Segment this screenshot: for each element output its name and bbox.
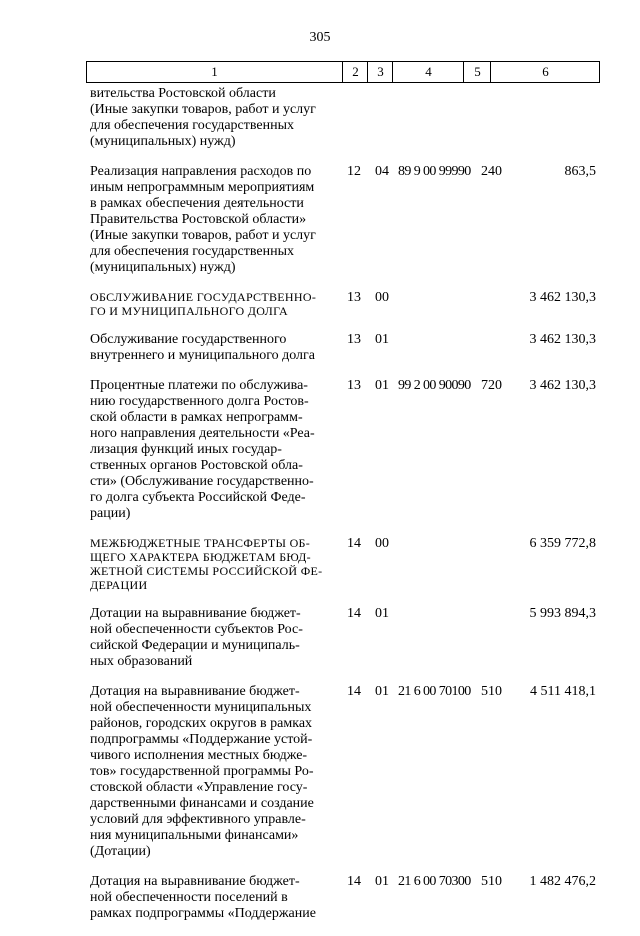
description-line: сти» (Обслуживание государственно- — [90, 474, 314, 489]
header-col-6: 6 — [490, 62, 600, 82]
table-body — [0, 86, 640, 936]
description-line: Дотация на выравнивание бюджет- — [90, 874, 300, 889]
row-description — [90, 606, 336, 670]
description-line: Дотация на выравнивание бюджет- — [90, 684, 300, 699]
description-line: ных образований — [90, 654, 193, 669]
target-article-code: 21 6 00 70100 — [398, 684, 471, 699]
subsection-code: 01 — [375, 606, 389, 621]
description-line: ДЕРАЦИИ — [90, 578, 148, 592]
header-col-1: 1 — [211, 64, 218, 79]
table-header — [86, 61, 600, 83]
header-col-5: 5 — [463, 62, 491, 82]
description-line: подпрограммы «Поддержание устой- — [90, 732, 313, 747]
target-article-code: 21 6 00 70300 — [398, 874, 471, 889]
sum-value: 1 482 476,2 — [529, 874, 596, 889]
description-line: ЖЕТНОЙ СИСТЕМЫ РОССИЙСКОЙ ФЕ- — [90, 564, 323, 578]
table-row — [0, 86, 640, 150]
description-line: (Иные закупки товаров, работ и услуг — [90, 228, 316, 243]
section-code: 14 — [347, 536, 361, 551]
description-line: Дотации на выравнивание бюджет- — [90, 606, 301, 621]
expense-type-code: 510 — [481, 874, 502, 889]
row-description — [90, 874, 336, 922]
description-line: нию государственного долга Ростов- — [90, 394, 309, 409]
description-line: ной обеспеченности поселений в — [90, 890, 288, 905]
description-line: ной обеспеченности субъектов Рос- — [90, 622, 303, 637]
target-article-code: 99 2 00 90090 — [398, 378, 471, 393]
description-line: районов, городских округов в рамках — [90, 716, 313, 731]
table-row — [0, 874, 640, 922]
row-description — [90, 536, 336, 592]
target-article-code: 89 9 00 99990 — [398, 164, 471, 179]
description-line: Реализация направления расходов по — [90, 164, 312, 179]
section-code: 13 — [347, 378, 361, 393]
description-line: ЩЕГО ХАРАКТЕРА БЮДЖЕТАМ БЮД- — [90, 550, 311, 564]
description-line: МЕЖБЮДЖЕТНЫЕ ТРАНСФЕРТЫ ОБ- — [90, 536, 311, 550]
section-code: 14 — [347, 874, 361, 889]
description-line: условий для эффективного управле- — [90, 812, 306, 827]
sum-value: 4 511 418,1 — [530, 684, 596, 699]
section-code: 14 — [347, 684, 361, 699]
row-description — [90, 164, 336, 276]
description-line: Обслуживание государственного — [90, 332, 287, 347]
description-line: ГО И МУНИЦИПАЛЬНОГО ДОЛГА — [90, 304, 288, 318]
row-description — [90, 86, 336, 150]
description-line: (Дотации) — [90, 844, 151, 859]
expense-type-code: 240 — [481, 164, 502, 179]
page-number: 305 — [309, 30, 331, 45]
description-line: ного направления деятельности «Реа- — [90, 426, 315, 441]
sum-value: 863,5 — [564, 164, 596, 179]
row-description — [90, 290, 336, 318]
description-line: ОБСЛУЖИВАНИЕ ГОСУДАРСТВЕННО- — [90, 290, 317, 304]
description-line: (Иные закупки товаров, работ и услуг — [90, 102, 316, 117]
description-line: стовской области «Управление госу- — [90, 780, 308, 795]
description-line: чивого исполнения местных бюдже- — [90, 748, 308, 763]
description-line: дарственными финансами и создание — [90, 796, 314, 811]
row-description — [90, 378, 336, 522]
table-row — [0, 378, 640, 522]
header-col-2: 2 — [342, 62, 368, 82]
header-col-4: 4 — [392, 62, 464, 82]
section-code: 13 — [347, 332, 361, 347]
description-line: внутреннего и муниципального долга — [90, 348, 315, 363]
description-line: Правительства Ростовской области» — [90, 212, 307, 227]
description-line: рации) — [90, 506, 131, 521]
row-description — [90, 684, 336, 860]
description-line: ной обеспеченности муниципальных — [90, 700, 312, 715]
description-line: го долга субъекта Российской Феде- — [90, 490, 306, 505]
description-line: для обеспечения государственных — [90, 118, 294, 133]
description-line: (муниципальных) нужд) — [90, 134, 236, 149]
description-line: (муниципальных) нужд) — [90, 260, 236, 275]
sum-value: 6 359 772,8 — [529, 536, 596, 551]
description-line: рамках подпрограммы «Поддержание — [90, 906, 316, 921]
subsection-code: 01 — [375, 378, 389, 393]
table-row — [0, 164, 640, 276]
expense-type-code: 510 — [481, 684, 502, 699]
subsection-code: 04 — [375, 164, 389, 179]
table-row — [0, 536, 640, 592]
subsection-code: 01 — [375, 332, 389, 347]
description-line: для обеспечения государственных — [90, 244, 294, 259]
row-description — [90, 332, 336, 364]
description-line: в рамках обеспечения деятельности — [90, 196, 304, 211]
section-code: 14 — [347, 606, 361, 621]
description-line: ственных органов Ростовской обла- — [90, 458, 303, 473]
section-code: 13 — [347, 290, 361, 305]
sum-value: 3 462 130,3 — [529, 378, 596, 393]
description-line: вительства Ростовской области — [90, 86, 276, 101]
description-line: иным непрограммным мероприятиям — [90, 180, 315, 195]
sum-value: 3 462 130,3 — [529, 290, 596, 305]
subsection-code: 01 — [375, 684, 389, 699]
description-line: Процентные платежи по обслужива- — [90, 378, 308, 393]
description-line: ния муниципальными финансами» — [90, 828, 299, 843]
header-col-3: 3 — [367, 62, 393, 82]
table-row — [0, 606, 640, 670]
section-code: 12 — [347, 164, 361, 179]
expense-type-code: 720 — [481, 378, 502, 393]
description-line: ской области в рамках непрограмм- — [90, 410, 303, 425]
subsection-code: 00 — [375, 290, 389, 305]
description-line: лизация функций иных государ- — [90, 442, 282, 457]
description-line: тов» государственной программы Ро- — [90, 764, 314, 779]
table-row — [0, 684, 640, 860]
subsection-code: 00 — [375, 536, 389, 551]
table-row — [0, 332, 640, 364]
subsection-code: 01 — [375, 874, 389, 889]
sum-value: 3 462 130,3 — [529, 332, 596, 347]
description-line: сийской Федерации и муниципаль- — [90, 638, 300, 653]
sum-value: 5 993 894,3 — [529, 606, 596, 621]
table-row — [0, 290, 640, 318]
